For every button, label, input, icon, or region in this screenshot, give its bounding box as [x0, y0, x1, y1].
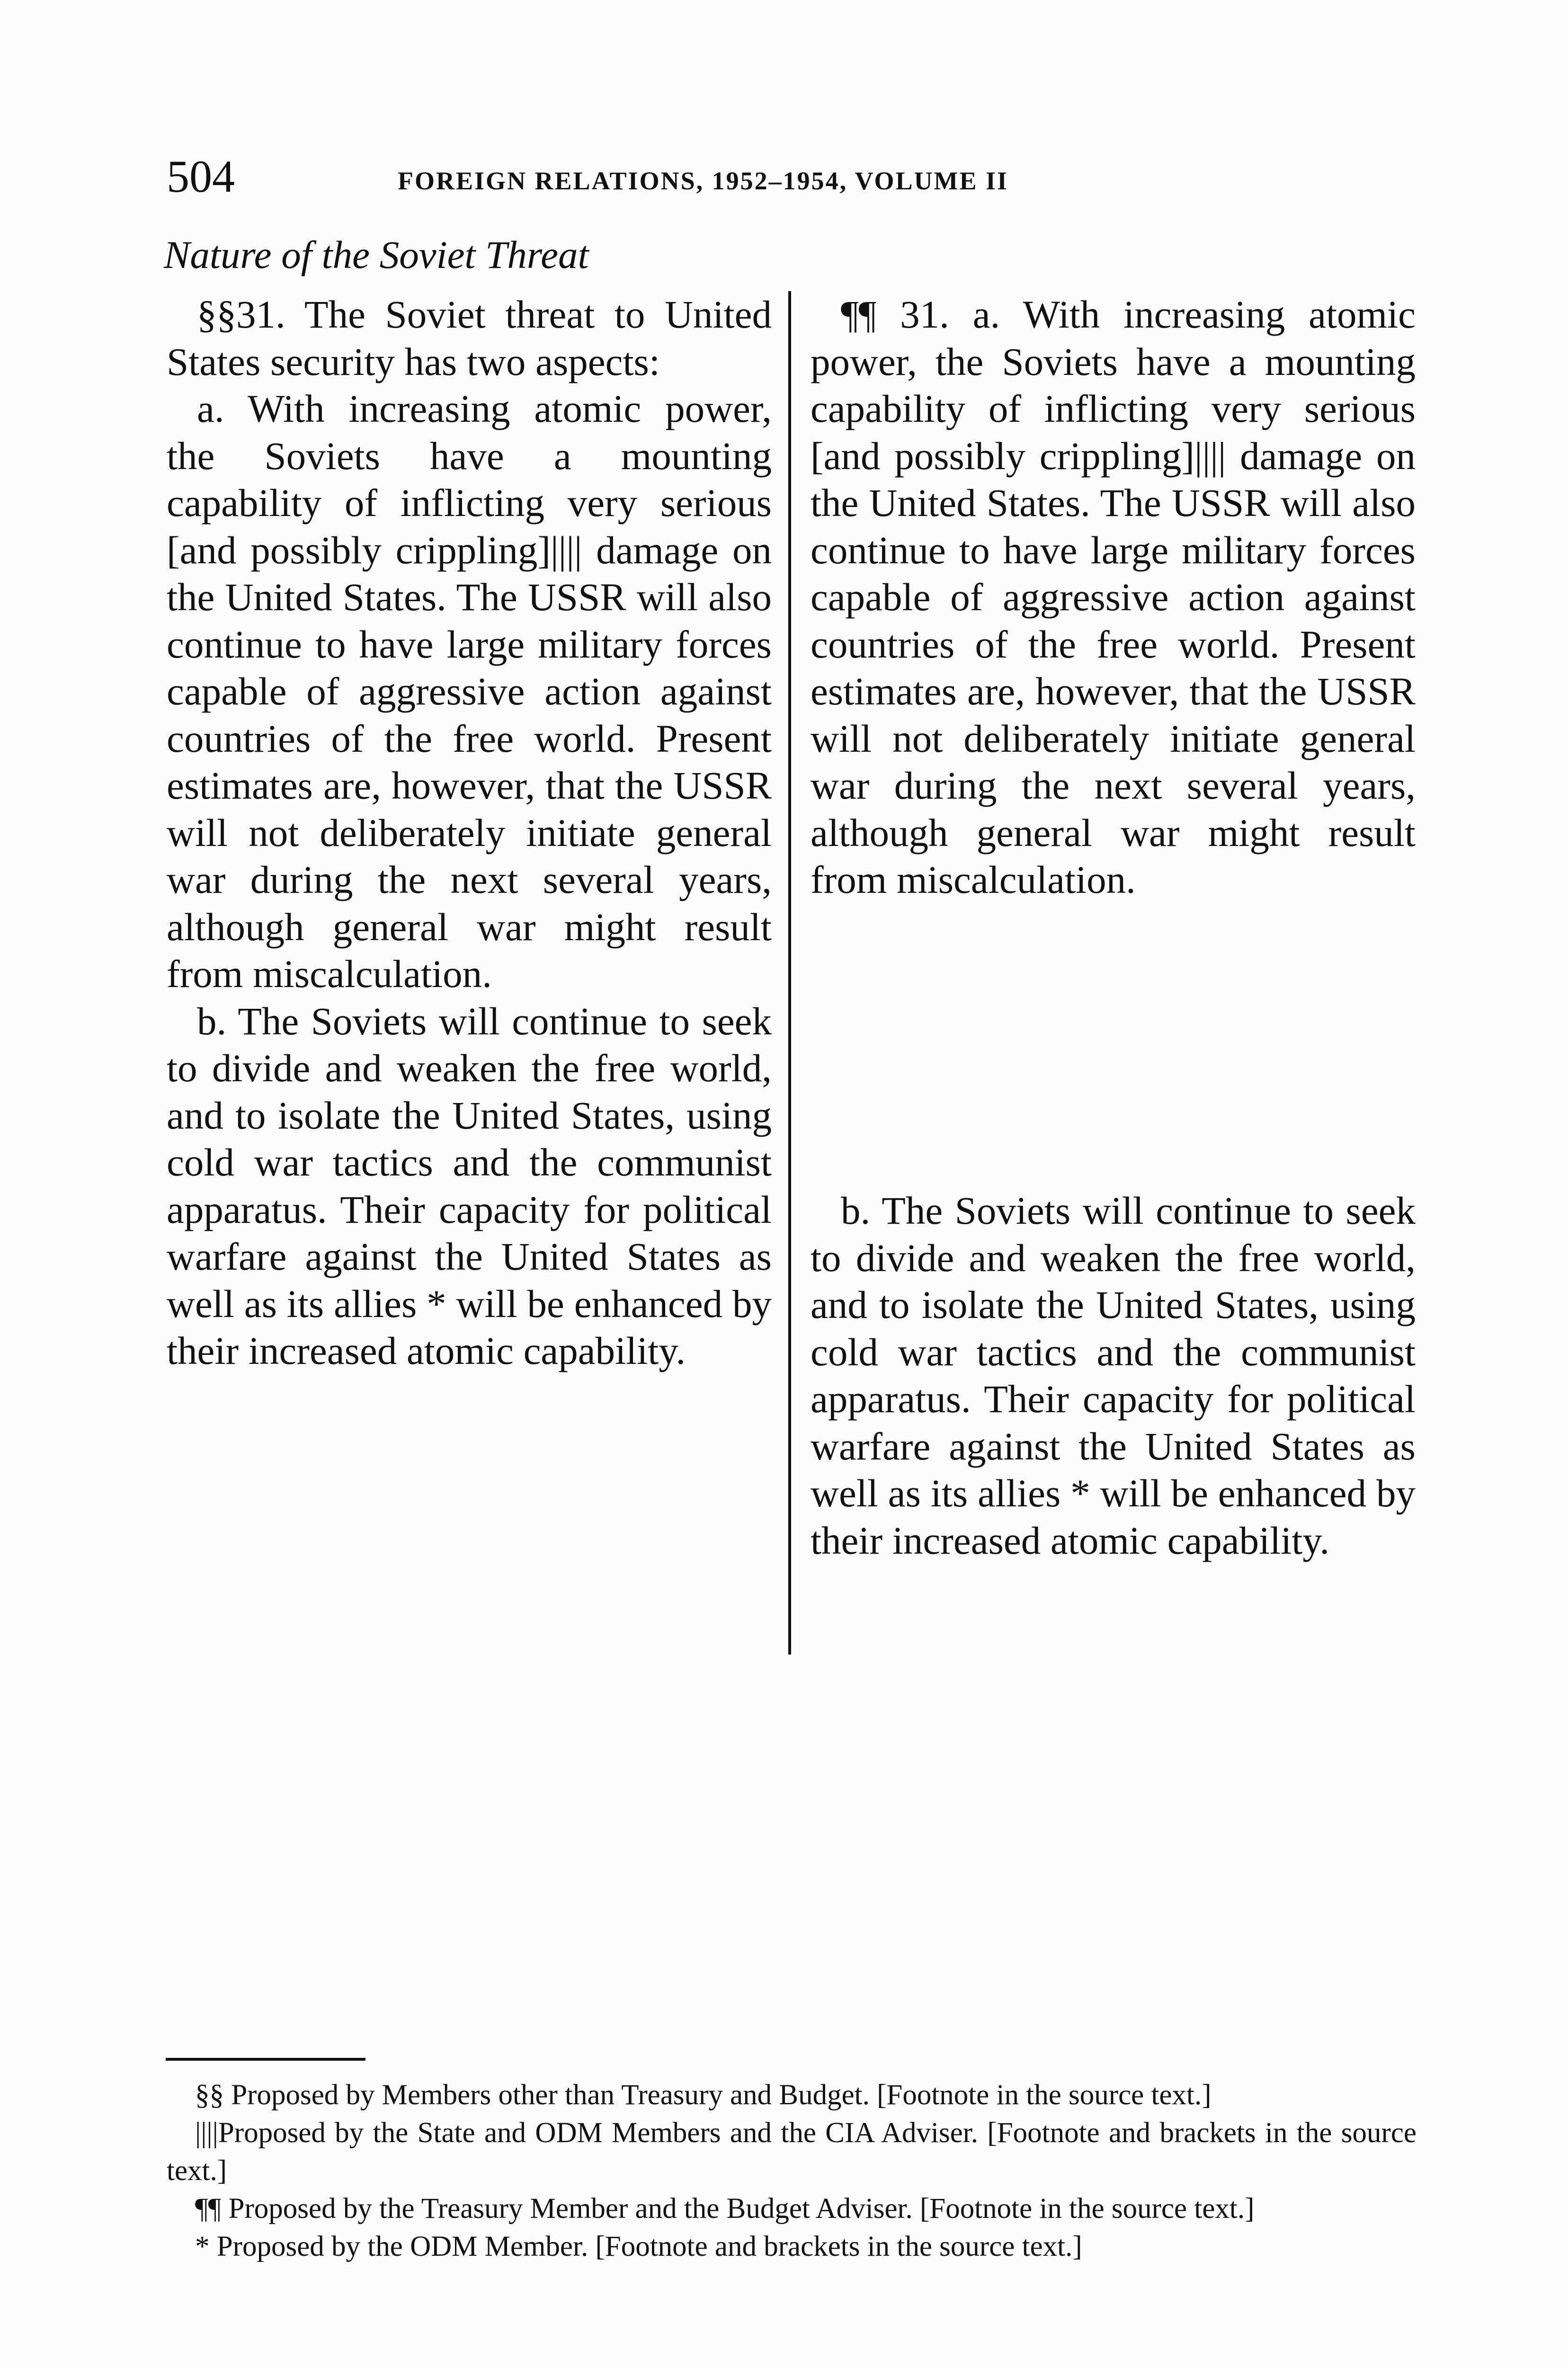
left-column [167, 291, 772, 1375]
running-head: FOREIGN RELATIONS, 1952–1954, VOLUME II [398, 167, 1009, 195]
left-paragraph-31-intro: §§31. The Soviet threat to United States security has two aspects: [167, 293, 772, 383]
page-number: 504 [167, 151, 235, 202]
footnotes [167, 2076, 1417, 2266]
footnote-section-marks: §§ Proposed by Members other than Treasury and Budget. [Footnote in the source text.] [195, 2079, 1212, 2111]
right-column-upper [811, 291, 1416, 904]
section-title: Nature of the Soviet Threat [164, 233, 589, 276]
left-paragraph-b: b. The Soviets will continue to seek to divide and weaken the free world, and to isolate the United States, using cold war tactics and the communist apparatus. Their capacity for political warfare against the United States as well as its allies * will be enhanced by their increased atomic capability. [167, 999, 772, 1372]
right-paragraph-b: b. The Soviets will continue to seek to divide and weaken the free world, and to isolate the United States, using cold war tactics and the communist apparatus. Their capacity for political warfare against the United States as well as its allies * will be enhanced by their increased atomic capability. [811, 1189, 1416, 1562]
page-header [167, 151, 1417, 203]
left-paragraph-a: a. With increasing atomic power, the Soviets have a mounting capability of inflicting very serious [and possibly crippling]|||| damage on the United States. The USSR will also continue to have large military forces capable of aggressive action against countries of the free world. Present estimates are, however, that the USSR will not deliberately initiate general war during the next several years, although general war might result from miscalculation. [167, 387, 772, 996]
footnote-rule [166, 2058, 365, 2061]
column-divider [788, 291, 791, 1655]
footnote-double-bars: ||||Proposed by the State and ODM Members and the CIA Adviser. [Footnote and brackets in the source text.] [167, 2117, 1417, 2187]
footnote-pilcrows: ¶¶ Proposed by the Treasury Member and the Budget Adviser. [Footnote in the source text.] [195, 2193, 1255, 2225]
right-column-lower [811, 1187, 1416, 1564]
right-paragraph-31a: ¶¶ 31. a. With increasing atomic power, the Soviets have a mounting capability of inflicting very serious [and possibly crippling]|||| damage on the United States. The USSR will also continue to have large military forces capable of aggressive action against countries of the free world. Present estimates are, however, that the USSR will not deliberately initiate general war during the next several years, although general war might result from miscalculation. [811, 293, 1416, 901]
footnote-asterisk: * Proposed by the ODM Member. [Footnote and brackets in the source text.] [195, 2231, 1082, 2262]
